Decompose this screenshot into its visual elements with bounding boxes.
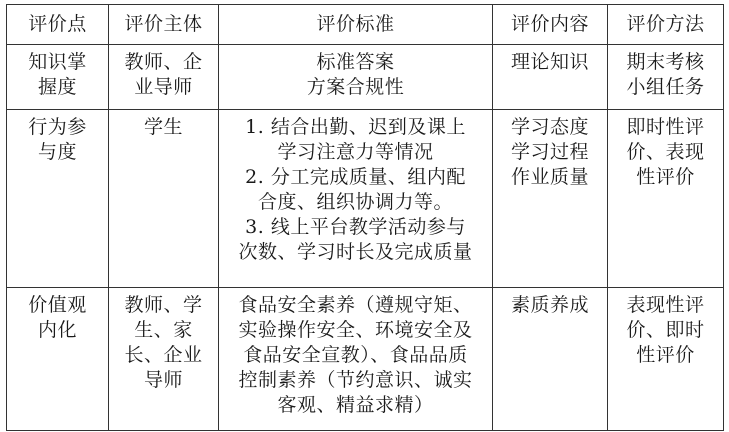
cell-point: 知识掌 握度 [7,45,109,110]
cell-content: 素质养成 [493,288,608,431]
cell-content: 学习态度 学习过程 作业质量 [493,110,608,288]
cell-subject: 学生 [109,110,219,288]
table-row [7,45,724,110]
cell-method: 期末考核 小组任务 [608,45,724,110]
cell-subject: 教师、学 生、家 长、企业 导师 [109,288,219,431]
cell-standard: 1. 结合出勤、迟到及课上 学习注意力等情况 2. 分工完成质量、组内配 合度、组织协调力等。 3. 线上平台教学活动参与 次数、学习时长及完成质量 [219,110,493,288]
header-eval-point: 评价点 [7,5,109,45]
header-eval-method: 评价方法 [608,5,724,45]
table-header-row [7,5,724,45]
table-row [7,288,724,431]
cell-point: 行为参 与度 [7,110,109,288]
cell-point: 价值观 内化 [7,288,109,431]
cell-method: 表现性评 价、即时 性评价 [608,288,724,431]
cell-subject: 教师、企 业导师 [109,45,219,110]
evaluation-table [6,4,724,431]
header-eval-subject: 评价主体 [109,5,219,45]
cell-standard: 食品安全素养（遵规守矩、 实验操作安全、环境安全及 食品安全宣教）、食品品质 控制素养（节约意识、诚实 客观、精益求精） [219,288,493,431]
cell-standard: 标准答案 方案合规性 [219,45,493,110]
cell-method: 即时性评 价、表现 性评价 [608,110,724,288]
cell-content: 理论知识 [493,45,608,110]
header-eval-content: 评价内容 [493,5,608,45]
table-row [7,110,724,288]
header-eval-standard: 评价标准 [219,5,493,45]
